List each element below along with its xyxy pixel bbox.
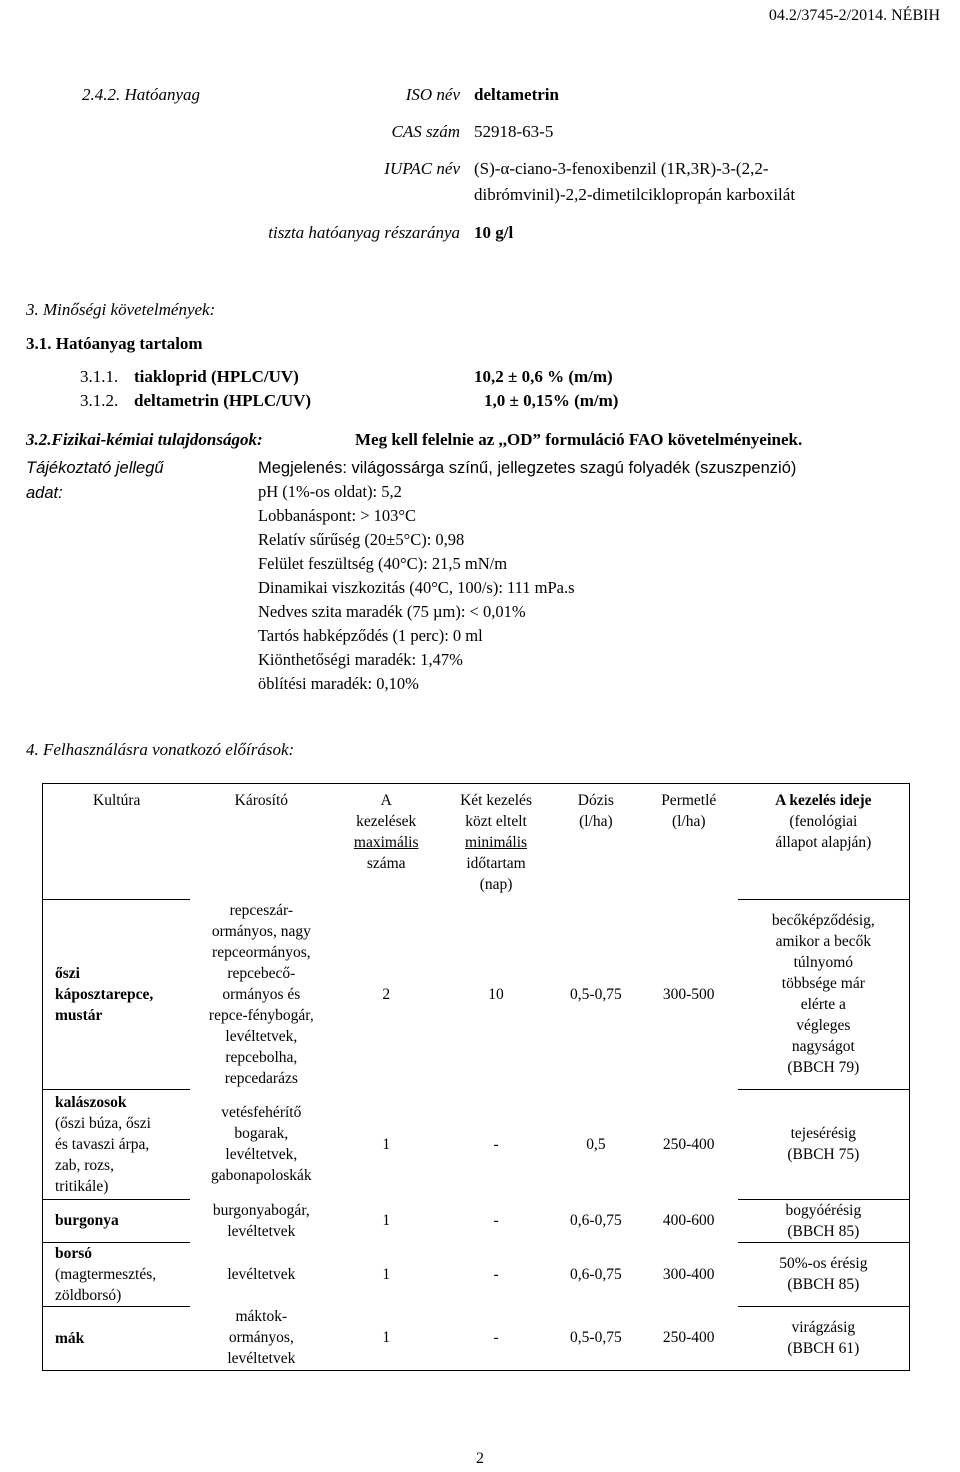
col-header-pest: Károsító: [234, 792, 289, 809]
cell-spray-volume-value: 300-500: [662, 985, 715, 1003]
cell-spray-volume: [640, 1089, 738, 1199]
col-header-crop: Kultúra: [93, 792, 141, 809]
cell-spray-volume: [640, 1242, 738, 1306]
cell-max-treatments-value: 1: [382, 1329, 391, 1347]
iupac-name-label: IUPAC név: [384, 159, 460, 178]
content-item-name: deltametrin (HPLC/UV): [134, 391, 312, 410]
cell-timing: [738, 1089, 910, 1199]
col-header-interval: Két kezelés közt eltelt minimális időtartam (nap): [460, 792, 532, 893]
content-heading: 3.1. Hatóanyag tartalom: [26, 334, 203, 353]
cell-timing: [738, 1242, 910, 1306]
cell-dose: [552, 1306, 640, 1370]
iupac-name-line2: dibrómvinil)-2,2-dimetilciklopropán karboxilát: [474, 185, 796, 204]
usage-table: [42, 783, 910, 1371]
property-flash-point: Lobbanáspont: > 103°C: [258, 506, 416, 525]
cell-pest: [190, 899, 332, 1089]
cell-dose: [552, 899, 640, 1089]
content-item-value: 10,2 ± 0,6 % (m/m): [474, 367, 613, 386]
crop-note: (őszi búza, őszi és tavaszi árpa, zab, rozs, tritikále): [55, 1114, 151, 1195]
cell-timing: [738, 899, 910, 1089]
cell-pest: [190, 1242, 332, 1306]
cell-max-treatments-value: 1: [382, 1265, 391, 1283]
cell-max-treatments-value: 2: [382, 985, 391, 1003]
cell-crop: [43, 1199, 191, 1242]
crop-name: kalászosok: [55, 1093, 127, 1111]
cell-interval-value: 10: [488, 985, 504, 1003]
pest-list: repceszár- ormányos, nagy repceormányos, repcebecő- ormányos és repce-fénybogár, levéltetvek, repcebolha, repcedarázs: [208, 901, 314, 1087]
cell-crop: [43, 1306, 191, 1370]
crop-name: borsó: [55, 1244, 93, 1262]
cell-dose-value: 0,5: [586, 1135, 606, 1153]
cell-spray-volume: [640, 899, 738, 1089]
cell-spray-volume-value: 250-400: [662, 1135, 715, 1153]
usage-heading: 4. Felhasználásra vonatkozó előírások:: [26, 740, 295, 759]
cell-timing-value: bogyóérésig (BBCH 85): [785, 1201, 862, 1240]
cell-max-treatments: [332, 899, 440, 1089]
cell-dose-value: 0,5-0,75: [570, 1329, 622, 1347]
cell-interval-value: -: [493, 1135, 499, 1153]
table-row: [43, 1089, 910, 1199]
cell-max-treatments-value: 1: [382, 1212, 391, 1229]
cell-timing-value: becőképződésig, amikor a becők túlnyomó többsége már elérte a végleges nagyságot (BBCH 79): [771, 912, 875, 1076]
cell-crop: [43, 1089, 191, 1199]
cell-spray-volume: [640, 1306, 738, 1370]
page-number: 2: [476, 1450, 484, 1467]
cell-max-treatments: [332, 1242, 440, 1306]
table-row: [43, 1306, 910, 1370]
document-id: 04.2/3745-2/2014. NÉBIH: [768, 7, 940, 24]
cell-crop: [43, 1242, 191, 1306]
cell-dose-value: 0,5-0,75: [570, 985, 622, 1003]
cell-dose: [552, 1199, 640, 1242]
pest-list: burgonyabogár, levéltetvek: [212, 1201, 310, 1240]
property-ph: pH (1%-os oldat): 5,2: [258, 482, 402, 501]
content-item-num: 3.1.1.: [80, 367, 119, 386]
cell-interval: [440, 899, 552, 1089]
cell-interval: [440, 1306, 552, 1370]
col-header-timing: A kezelés ideje (fenológiai állapot alapján): [775, 792, 872, 851]
crop-name: burgonya: [55, 1212, 119, 1229]
cell-spray-volume-value: 300-400: [662, 1265, 715, 1283]
col-header-dose: Dózis (l/ha): [577, 792, 614, 830]
purity-value: 10 g/l: [474, 223, 514, 242]
cell-timing: [738, 1199, 910, 1242]
cell-interval: [440, 1242, 552, 1306]
content-item-value: 1,0 ± 0,15% (m/m): [484, 391, 619, 410]
cell-timing-value: 50%-os érésig (BBCH 85): [779, 1255, 868, 1293]
property-foam: Tartós habképződés (1 perc): 0 ml: [258, 626, 483, 645]
table-row: [43, 899, 910, 1089]
cas-number-label: CAS szám: [391, 122, 460, 141]
active-ingredient-heading: 2.4.2. Hatóanyag: [82, 85, 201, 104]
pest-list: vetésfehérítő bogarak, levéltetvek, gabonapoloskák: [210, 1104, 312, 1184]
crop-note: (magtermesztés, zöldborsó): [55, 1265, 157, 1304]
usage-table-body: [43, 899, 910, 1370]
cell-interval: [440, 1199, 552, 1242]
iso-name-value: deltametrin: [474, 85, 559, 104]
content-item-name: tiakloprid (HPLC/UV): [134, 367, 299, 386]
phys-chem-heading: 3.2.Fizikai-kémiai tulajdonságok:: [26, 430, 263, 449]
col-header-spray-volume: Permetlé (l/ha): [661, 792, 717, 830]
cell-pest: [190, 1199, 332, 1242]
property-rinse-residue: öblítési maradék: 0,10%: [258, 674, 419, 693]
table-row: [43, 1199, 910, 1242]
cas-number-value: 52918-63-5: [474, 122, 554, 141]
pest-list: máktok- ormányos, levéltetvek: [227, 1308, 296, 1368]
crop-name: mák: [55, 1329, 85, 1347]
cell-timing-value: virágzásig (BBCH 61): [787, 1319, 860, 1357]
property-pourability: Kiönthetőségi maradék: 1,47%: [258, 650, 463, 669]
cell-dose-value: 0,6-0,75: [570, 1265, 622, 1283]
cell-pest: [190, 1306, 332, 1370]
table-header-row: [43, 784, 910, 900]
cell-interval: [440, 1089, 552, 1199]
property-wet-sieve: Nedves szita maradék (75 µm): < 0,01%: [258, 602, 526, 621]
purity-label: tiszta hatóanyag részaránya: [268, 223, 460, 242]
cell-crop: [43, 899, 191, 1089]
cell-max-treatments: [332, 1199, 440, 1242]
cell-max-treatments-value: 1: [382, 1135, 391, 1153]
cell-timing-value: tejesérésig (BBCH 75): [787, 1125, 860, 1163]
cell-interval-value: -: [493, 1265, 499, 1283]
cell-spray-volume: [640, 1199, 738, 1242]
quality-heading: 3. Minőségi követelmények:: [26, 300, 216, 319]
pest-list: levéltetvek: [227, 1265, 296, 1283]
cell-max-treatments: [332, 1306, 440, 1370]
info-label-line2: adat:: [26, 484, 63, 502]
col-header-max-treatments: A kezelések maximális száma: [353, 792, 419, 872]
cell-interval-value: -: [493, 1329, 499, 1347]
cell-dose: [552, 1089, 640, 1199]
cell-timing: [738, 1306, 910, 1370]
cell-dose-value: 0,6-0,75: [570, 1212, 622, 1229]
info-label-line1: Tájékoztató jellegű: [26, 459, 164, 477]
content-item-num: 3.1.2.: [80, 391, 119, 410]
table-row: [43, 1242, 910, 1306]
phys-chem-requirement: Meg kell felelnie az ,,OD” formuláció FAO követelményeinek.: [355, 430, 803, 449]
crop-name: őszi káposztarepce, mustár: [55, 964, 154, 1024]
cell-pest: [190, 1089, 332, 1199]
property-surface-tension: Felület feszültség (40°C): 21,5 mN/m: [258, 554, 508, 573]
cell-dose: [552, 1242, 640, 1306]
property-viscosity: Dinamikai viszkozitás (40°C, 100/s): 111 mPa.s: [258, 578, 575, 597]
properties-list: [258, 456, 796, 696]
cell-spray-volume-value: 400-600: [662, 1212, 715, 1229]
cell-interval-value: -: [493, 1212, 499, 1229]
iupac-name-line1: (S)-α-ciano-3-fenoxibenzil (1R,3R)-3-(2,2-: [474, 159, 769, 178]
cell-spray-volume-value: 250-400: [662, 1329, 715, 1347]
cell-max-treatments: [332, 1089, 440, 1199]
property-appearance: Megjelenés: világossárga színű, jellegzetes szagú folyadék (szuszpenzió): [258, 459, 797, 477]
iso-name-label: ISO név: [405, 85, 460, 104]
property-density: Relatív sűrűség (20±5°C): 0,98: [258, 530, 465, 549]
